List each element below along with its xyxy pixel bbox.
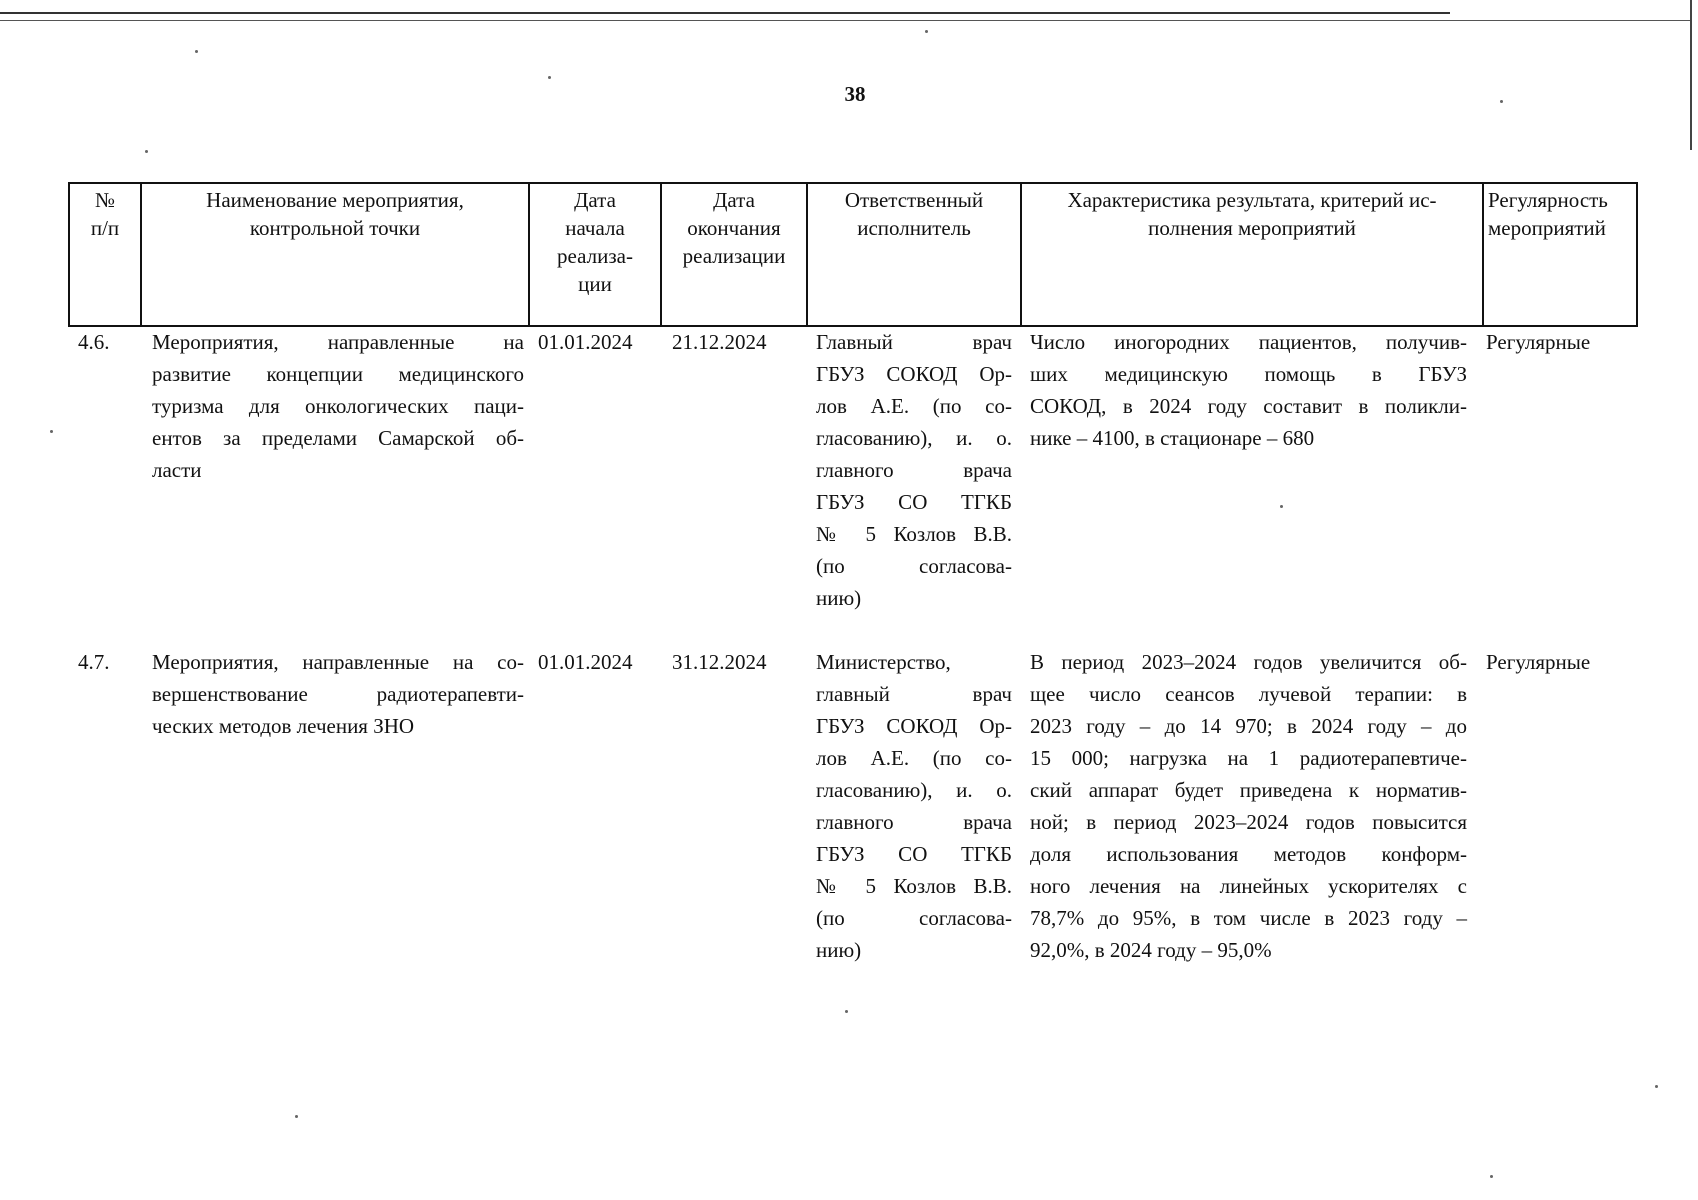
- cell-text-line: нию): [816, 586, 862, 610]
- header-start-date: Дата начала реализа- ции: [529, 183, 661, 326]
- header-regularity: Регулярность мероприятий: [1483, 183, 1637, 326]
- row-name: [152, 326, 524, 486]
- cell-text-line: ГБУЗ СО ТГКБ: [816, 490, 1012, 514]
- cell-text-line: № 5 Козлов В.В.: [816, 522, 1012, 546]
- cell-text-line: главного врача: [816, 458, 1012, 482]
- cell-text-line: лов А.Е. (по со-: [816, 746, 1012, 770]
- cell-text-line: 15 000; нагрузка на 1 радиотерапевтиче-: [1030, 746, 1467, 770]
- cell-text-line: ский аппарат будет приведена к норматив-: [1030, 778, 1467, 802]
- cell-text-line: развитие концепции медицинского: [152, 362, 524, 386]
- header-result: Характеристика результата, критерий ис- полнения мероприятий: [1021, 183, 1483, 326]
- cell-text-line: туризма для онкологических паци-: [152, 394, 524, 418]
- row-start-date: 01.01.2024: [538, 330, 633, 354]
- page-number: 38: [844, 82, 866, 106]
- cell-text-line: гласованию), и. о.: [816, 778, 1012, 802]
- scan-speck: [195, 50, 198, 53]
- cell-text-line: доля использования методов конформ-: [1030, 842, 1467, 866]
- row-result: [1030, 326, 1467, 454]
- scan-speck: [548, 76, 551, 79]
- row-end-date: 31.12.2024: [672, 650, 767, 674]
- cell-text-line: ших медицинскую помощь в ГБУЗ: [1030, 362, 1467, 386]
- cell-text-line: 78,7% до 95%, в том числе в 2023 году –: [1030, 906, 1467, 930]
- cell-text-line: ГБУЗ СОКОД Ор-: [816, 362, 1012, 386]
- scan-border-top-secondary: [0, 20, 1690, 21]
- cell-text-line: (по согласова-: [816, 906, 1012, 930]
- row-number: 4.7.: [78, 650, 110, 674]
- table-row: [68, 646, 1636, 966]
- row-regularity: Регулярные: [1486, 330, 1591, 354]
- cell-text-line: 92,0%, в 2024 году – 95,0%: [1030, 938, 1272, 962]
- row-result: [1030, 646, 1467, 966]
- cell-text-line: Министерство,: [816, 650, 951, 674]
- cell-text-line: лов А.Е. (по со-: [816, 394, 1012, 418]
- cell-text-line: Число иногородних пациентов, получив-: [1030, 330, 1467, 354]
- cell-text-line: Мероприятия, направленные на: [152, 330, 524, 354]
- cell-text-line: СОКОД, в 2024 году составит в поликли-: [1030, 394, 1467, 418]
- scan-speck: [845, 1010, 848, 1013]
- scan-speck: [145, 150, 148, 153]
- header-name: Наименование мероприятия, контрольной точки: [141, 183, 529, 326]
- cell-text-line: Мероприятия, направленные на со-: [152, 650, 524, 674]
- cell-text-line: нию): [816, 938, 862, 962]
- scan-speck: [1490, 1175, 1493, 1178]
- row-responsible: [816, 326, 1012, 614]
- scan-speck: [925, 30, 928, 33]
- cell-text-line: ного лечения на линейных ускорителях с: [1030, 874, 1467, 898]
- cell-text-line: 2023 году – до 14 970; в 2024 году – до: [1030, 714, 1467, 738]
- cell-text-line: ческих методов лечения ЗНО: [152, 714, 415, 738]
- table-row: [68, 326, 1636, 646]
- row-regularity: Регулярные: [1486, 650, 1591, 674]
- header-number: № п/п: [69, 183, 141, 326]
- cell-text-line: (по согласова-: [816, 554, 1012, 578]
- cell-text-line: ной; в период 2023–2024 годов повысится: [1030, 810, 1467, 834]
- scan-border-top: [0, 12, 1450, 14]
- cell-text-line: № 5 Козлов В.В.: [816, 874, 1012, 898]
- cell-text-line: ГБУЗ СОКОД Ор-: [816, 714, 1012, 738]
- row-responsible: [816, 646, 1012, 966]
- row-number: 4.6.: [78, 330, 110, 354]
- row-name: [152, 646, 524, 742]
- cell-text-line: вершенствование радиотерапевти-: [152, 682, 524, 706]
- cell-text-line: ентов за пределами Самарской об-: [152, 426, 524, 450]
- cell-text-line: главный врач: [816, 682, 1012, 706]
- cell-text-line: главного врача: [816, 810, 1012, 834]
- header-end-date: Дата окончания реализации: [661, 183, 807, 326]
- scan-speck: [50, 430, 53, 433]
- cell-text-line: ласти: [152, 458, 202, 482]
- cell-text-line: В период 2023–2024 годов увеличится об-: [1030, 650, 1467, 674]
- cell-text-line: гласованию), и. о.: [816, 426, 1012, 450]
- scan-speck: [295, 1115, 298, 1118]
- cell-text-line: Главный врач: [816, 330, 1012, 354]
- row-end-date: 21.12.2024: [672, 330, 767, 354]
- row-start-date: 01.01.2024: [538, 650, 633, 674]
- cell-text-line: нике – 4100, в стационаре – 680: [1030, 426, 1315, 450]
- scan-border-right: [1690, 0, 1692, 150]
- header-responsible: Ответственный исполнитель: [807, 183, 1021, 326]
- scan-speck: [1280, 505, 1283, 508]
- scan-speck: [1500, 100, 1503, 103]
- table-body: [68, 326, 1636, 962]
- cell-text-line: ГБУЗ СО ТГКБ: [816, 842, 1012, 866]
- table-header: [68, 182, 1638, 327]
- scan-speck: [1655, 1085, 1658, 1088]
- cell-text-line: щее число сеансов лучевой терапии: в: [1030, 682, 1467, 706]
